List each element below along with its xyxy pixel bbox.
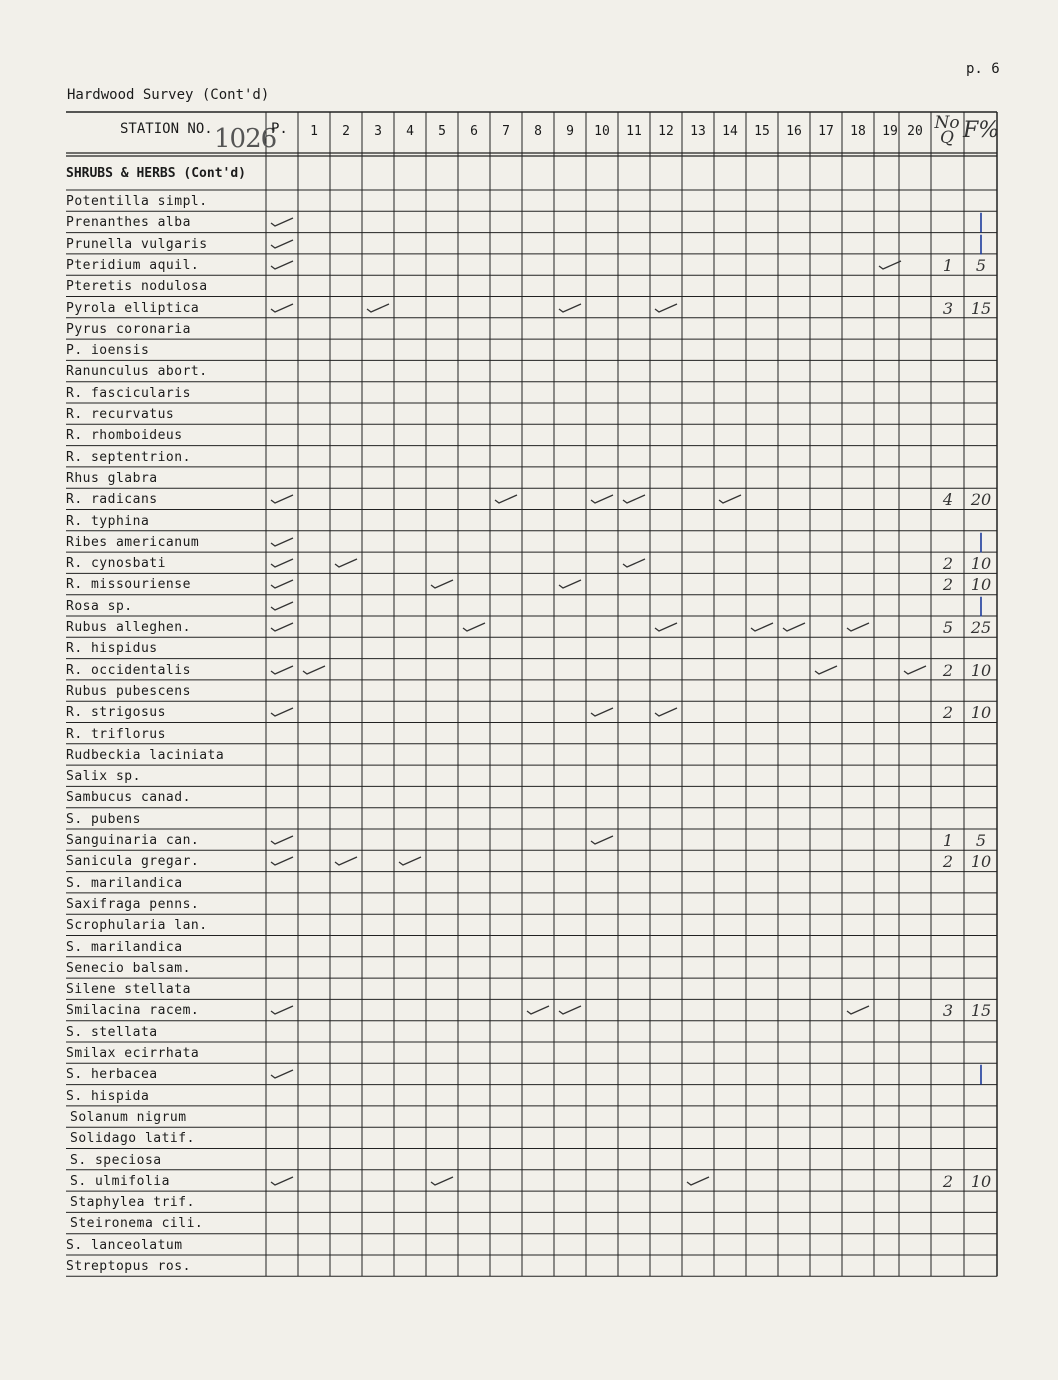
column-header-13: 13 (690, 124, 706, 139)
check-mark (269, 620, 295, 634)
species-name: Solanum nigrum (70, 1109, 187, 1125)
species-name: Pteridium aquil. (66, 257, 200, 273)
check-mark (269, 577, 295, 591)
check-mark (749, 620, 775, 634)
check-mark (902, 663, 928, 677)
species-name: S. marilandica (66, 939, 183, 955)
check-mark (269, 705, 295, 719)
check-mark (269, 535, 295, 549)
check-mark (269, 1067, 295, 1081)
check-mark (269, 599, 295, 613)
count-value: 4 (942, 490, 954, 510)
frequency-value: 5 (975, 255, 987, 275)
count-value: 5 (942, 618, 954, 637)
column-header-8: 8 (534, 124, 542, 139)
check-mark (621, 556, 647, 570)
column-header-16: 16 (786, 124, 802, 139)
species-name: S. marilandica (66, 875, 183, 891)
check-mark (461, 620, 487, 634)
species-name: R. occidentalis (66, 662, 191, 678)
frequency-value: | (977, 209, 985, 234)
frequency-value: 10 (970, 1171, 992, 1191)
check-mark (269, 1174, 295, 1188)
check-mark (269, 556, 295, 570)
check-mark (557, 301, 583, 315)
frequency-value: 25 (970, 618, 992, 637)
species-name: S. ulmifolia (70, 1173, 170, 1189)
species-name: Senecio balsam. (66, 960, 191, 976)
frequency-value: | (977, 230, 985, 255)
column-header-12: 12 (658, 124, 674, 139)
species-name: R. radicans (66, 492, 158, 508)
column-header-19: 19 (882, 124, 898, 139)
species-name: Sambucus canad. (66, 790, 191, 806)
species-name: S. herbacea (66, 1067, 158, 1083)
count-value: 1 (942, 255, 954, 275)
check-mark (717, 492, 743, 506)
document-title: Hardwood Survey (Cont'd) (67, 87, 270, 103)
check-mark (333, 854, 359, 868)
species-name: R. recurvatus (66, 407, 175, 422)
species-name: R. typhina (66, 513, 150, 529)
check-mark (269, 215, 295, 229)
species-name: Pteretis nodulosa (66, 279, 208, 295)
page-number: p. 6 (966, 61, 1000, 77)
check-mark (525, 1003, 551, 1017)
check-mark (781, 620, 807, 634)
column-header-15: 15 (754, 124, 770, 139)
frequency-value: 5 (975, 831, 987, 850)
check-mark (333, 556, 359, 570)
column-header-11: 11 (626, 124, 642, 139)
frequency-value: 15 (970, 1001, 992, 1021)
species-name: Potentilla simpl. (66, 194, 208, 209)
species-name: P. ioensis (66, 343, 150, 359)
check-mark (589, 833, 615, 847)
check-mark (269, 492, 295, 506)
species-name: Smilax ecirrhata (66, 1046, 200, 1061)
p-column-header: P. (271, 121, 288, 137)
species-name: Salix sp. (66, 769, 141, 785)
column-header-6: 6 (470, 124, 478, 139)
species-name: R. strigosus (66, 705, 166, 721)
species-name: S. pubens (66, 811, 141, 827)
frequency-value: 10 (970, 575, 992, 595)
column-header-10: 10 (594, 124, 610, 139)
species-name: Pyrola elliptica (66, 300, 200, 316)
check-mark (685, 1174, 711, 1188)
species-name: R. cynosbati (66, 556, 166, 572)
check-mark (877, 258, 903, 272)
frequency-value: | (977, 1061, 985, 1086)
species-name: Sanicula gregar. (66, 854, 200, 870)
count-value: 3 (942, 1001, 954, 1021)
species-name: R. rhomboideus (66, 428, 183, 444)
check-mark (845, 620, 871, 634)
species-name: Rosa sp. (66, 598, 133, 614)
species-name: R. fascicularis (66, 385, 191, 401)
check-mark (653, 301, 679, 315)
species-name: R. hispidus (66, 641, 158, 657)
check-mark (429, 577, 455, 591)
column-header-18: 18 (850, 124, 866, 139)
species-name: Rudbeckia laciniata (66, 747, 225, 763)
check-mark (269, 1003, 295, 1017)
species-name: S. speciosa (70, 1152, 162, 1168)
check-mark (653, 620, 679, 634)
check-mark (653, 705, 679, 719)
species-name: Pyrus coronaria (66, 321, 191, 337)
check-mark (269, 237, 295, 251)
no-column-header: No Q (934, 113, 960, 148)
column-header-17: 17 (818, 124, 834, 139)
species-name: R. missouriense (66, 577, 191, 593)
check-mark (269, 833, 295, 847)
check-mark (557, 577, 583, 591)
check-mark (845, 1003, 871, 1017)
check-mark (397, 854, 423, 868)
check-mark (621, 492, 647, 506)
species-name: R. triflorus (66, 726, 166, 742)
section-heading: SHRUBS & HERBS (Cont'd) (66, 166, 247, 181)
column-header-5: 5 (438, 124, 446, 139)
species-name: Sanguinaria can. (66, 833, 200, 848)
frequency-value: 15 (970, 298, 992, 318)
column-header-1: 1 (310, 124, 318, 139)
frequency-value: 20 (970, 490, 992, 510)
count-value: 2 (942, 1171, 954, 1191)
check-mark (269, 258, 295, 272)
check-mark (429, 1174, 455, 1188)
count-value: 2 (942, 660, 954, 680)
species-name: Solidago latif. (70, 1131, 195, 1147)
species-name: S. stellata (66, 1024, 158, 1040)
station-number-stamp: 1026 (214, 124, 277, 154)
column-header-20: 20 (907, 124, 923, 139)
species-name: Rhus glabra (66, 470, 158, 486)
column-header-2: 2 (342, 124, 350, 139)
check-mark (365, 301, 391, 315)
count-value: 2 (942, 703, 954, 723)
check-mark (493, 492, 519, 506)
species-name: Ribes americanum (66, 534, 200, 550)
column-header-4: 4 (406, 124, 414, 139)
count-value: 2 (942, 575, 954, 595)
species-name: Streptopus ros. (66, 1259, 191, 1274)
count-value: 2 (942, 852, 954, 872)
species-name: Smilacina racem. (66, 1003, 200, 1019)
species-name: Steironema cili. (70, 1216, 204, 1232)
column-header-14: 14 (722, 124, 738, 139)
count-value: 1 (942, 831, 954, 850)
frequency-value: | (977, 528, 985, 553)
frequency-value: 10 (970, 852, 992, 872)
species-name: S. hispida (66, 1088, 150, 1104)
species-name: S. lanceolatum (66, 1237, 183, 1253)
check-mark (269, 663, 295, 677)
check-mark (269, 854, 295, 868)
frequency-value: 10 (970, 660, 992, 680)
column-header-9: 9 (566, 124, 574, 139)
species-name: Scrophularia lan. (66, 918, 208, 934)
check-mark (813, 663, 839, 677)
count-value: 3 (942, 298, 954, 318)
frequency-column-header: F% (963, 118, 1000, 143)
column-header-3: 3 (374, 124, 382, 139)
species-name: Rubus alleghen. (66, 620, 191, 635)
species-name: Prenanthes alba (66, 215, 191, 231)
species-name: Ranunculus abort. (66, 364, 208, 380)
count-value: 2 (942, 554, 954, 574)
check-mark (557, 1003, 583, 1017)
column-header-7: 7 (502, 124, 510, 139)
check-mark (301, 663, 327, 677)
frequency-value: 10 (970, 703, 992, 723)
check-mark (589, 492, 615, 506)
check-mark (589, 705, 615, 719)
station-label: STATION NO. (120, 121, 213, 137)
species-name: R. septentrion. (66, 449, 191, 465)
species-name: Staphylea trif. (70, 1195, 195, 1211)
species-name: Silene stellata (66, 982, 191, 998)
species-name: Prunella vulgaris (66, 236, 208, 252)
frequency-value: 10 (970, 554, 992, 574)
check-mark (269, 301, 295, 315)
species-name: Rubus pubescens (66, 683, 191, 699)
frequency-value: | (977, 592, 985, 617)
species-name: Saxifraga penns. (66, 896, 200, 912)
